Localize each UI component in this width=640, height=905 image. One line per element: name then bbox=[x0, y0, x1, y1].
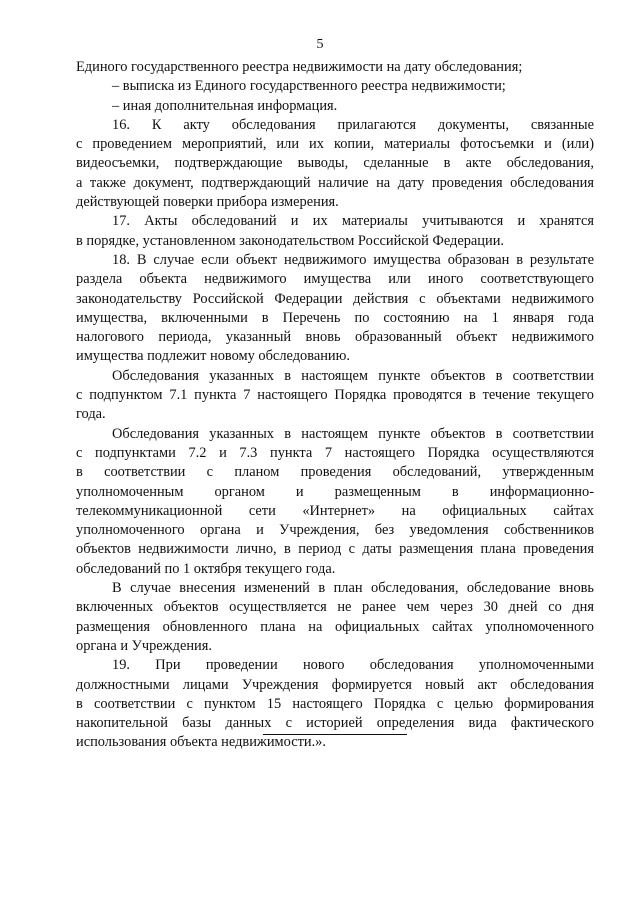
paragraph-line: включенных объектов осуществляется не ранее чем через 30 дней со дня bbox=[76, 599, 594, 616]
paragraph-line: в соответствии с планом проведения обследований, утвержденным bbox=[76, 464, 594, 481]
paragraph-line: уполномоченного органа и Учреждения, без уведомления собственников bbox=[76, 522, 594, 539]
paragraph-line: Обследования указанных в настоящем пункте объектов в соответствии bbox=[112, 425, 594, 442]
paragraph-18-line: раздела объекта недвижимого имущества или иного соответствующего bbox=[76, 271, 594, 288]
paragraph-line: с подпунктами 7.2 и 7.3 пункта 7 настоящего Порядка осуществляются bbox=[76, 444, 594, 461]
paragraph-16-line: 16. К акту обследования прилагаются документы, связанные bbox=[112, 116, 594, 133]
paragraph-19-line: должностными лицами Учреждения формируется новый акт обследования bbox=[76, 676, 594, 693]
page-number: 5 bbox=[316, 37, 324, 52]
paragraph-19-line: использования объекта недвижимости.». bbox=[76, 734, 326, 751]
paragraph-18-line: 18. В случае если объект недвижимого имущества образован в результате bbox=[112, 251, 594, 268]
document-body bbox=[76, 58, 594, 753]
paragraph-19-line: в соответствии с пунктом 15 настоящего Порядка с целью формирования bbox=[76, 695, 594, 712]
paragraph-line: с подпунктом 7.1 пункта 7 настоящего Порядка проводятся в течение текущего bbox=[76, 387, 594, 404]
paragraph-17-line: 17. Акты обследований и их материалы учитываются и хранятся bbox=[112, 213, 594, 230]
paragraph-18-line: имущества подлежит новому обследованию. bbox=[76, 348, 350, 365]
paragraph-line: обследований по 1 октября текущего года. bbox=[76, 560, 336, 577]
paragraph-16-line: видеосъемки, подтверждающие выводы, сделанные в акте обследования, bbox=[76, 155, 594, 172]
paragraph-17-line: в порядке, установленном законодательством Российской Федерации. bbox=[76, 232, 505, 249]
paragraph-16-line: с проведением мероприятий, или их копии, материалы фотосъемки и (или) bbox=[76, 136, 594, 153]
paragraph-line: года. bbox=[76, 406, 106, 423]
list-item: – выписка из Единого государственного реестра недвижимости; bbox=[112, 78, 506, 95]
text-line: Единого государственного реестра недвижимости на дату обследования; bbox=[76, 59, 523, 75]
paragraph-16-line: а также документ, подтверждающий наличие на дату проведения обследования bbox=[76, 174, 594, 191]
list-item: – иная дополнительная информация. bbox=[112, 97, 338, 114]
paragraph-19-line: 19. При проведении нового обследования уполномоченными bbox=[112, 657, 594, 674]
paragraph-19-line: накопительной базы данных с историей определения вида фактического bbox=[76, 715, 594, 732]
paragraph-line: Обследования указанных в настоящем пункте объектов в соответствии bbox=[112, 367, 594, 384]
paragraph-line: уполномоченным органом и размещенным в информационно- bbox=[76, 483, 594, 500]
paragraph-line: размещения обновленного плана на официальных сайтах уполномоченного bbox=[76, 618, 594, 635]
paragraph-16-line: действующей поверки прибора измерения. bbox=[76, 194, 339, 211]
end-divider bbox=[263, 734, 407, 735]
paragraph-line: телекоммуникационной сети «Интернет» на официальных сайтах bbox=[76, 502, 594, 519]
paragraph-18-line: налогового периода, указанный вновь образованный объект недвижимого bbox=[76, 329, 594, 346]
paragraph-line: органа и Учреждения. bbox=[76, 637, 212, 654]
paragraph-18-line: имущества, включенными в Перечень по состоянию на 1 января года bbox=[76, 309, 594, 326]
paragraph-line: В случае внесения изменений в план обследования, обследование вновь bbox=[112, 580, 594, 597]
paragraph-line: объектов недвижимости лично, в период с даты размещения плана проведения bbox=[76, 541, 594, 558]
paragraph-18-line: законодательству Российской Федерации действия с объектами недвижимого bbox=[76, 290, 594, 307]
